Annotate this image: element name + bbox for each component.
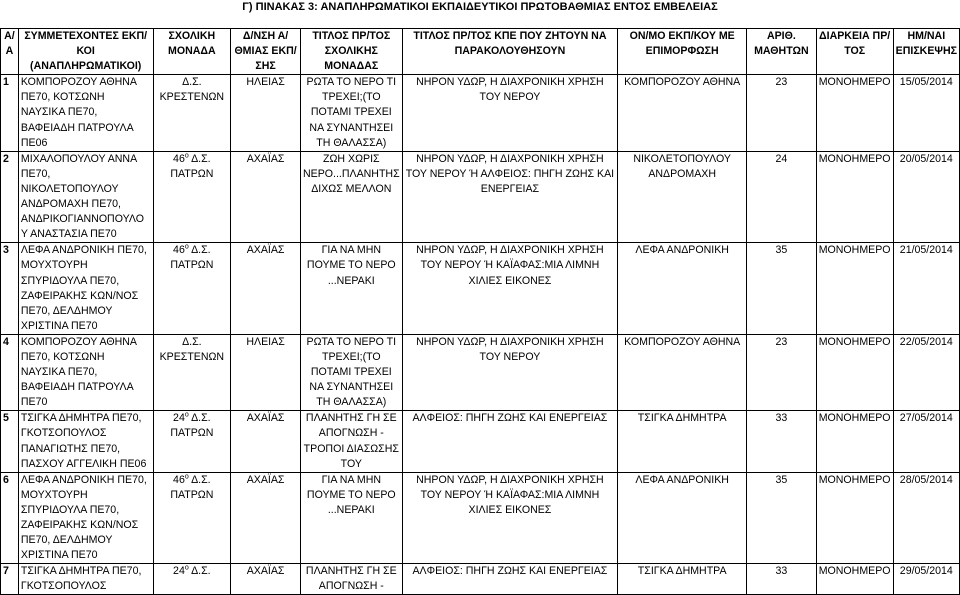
- table-row: [1, 151, 960, 243]
- row-directorate: ΑΧΑΪΑΣ: [231, 472, 301, 564]
- row-num: 3: [1, 243, 19, 335]
- header-teachers: ΣΥΜΜΕΤΕΧΟΝΤΕΣ ΕΚΠ/ΚΟΙ (ΑΝΑΠΛΗΡΩΜΑΤΙΚΟΙ): [18, 29, 153, 75]
- school-name: Δ.Σ.: [191, 565, 211, 578]
- header-kpe-program-title: ΤΙΤΛΟΣ ΠΡ/ΤΟΣ ΚΠΕ ΠΟΥ ΖΗΤΟΥΝ ΝΑ ΠΑΡΑΚΟΛΟΥΘΗΣΟΥΝ: [402, 29, 618, 75]
- row-school-program-title: ΡΩΤΑ ΤΟ ΝΕΡΟ ΤΙ ΤΡΕΧΕΙ;(ΤΟ ΠΟΤΑΜΙ ΤΡΕΧΕΙ ΝΑ ΣΥΝΑΝΤΗΣΕΙ ΤΗ ΘΑΛΑΣΣΑ): [301, 75, 403, 151]
- row-duration: ΜΟΝΟΗΜΕΡΟ: [816, 564, 893, 595]
- row-visit-date: 28/05/2014: [893, 472, 959, 564]
- table-row: [1, 564, 960, 595]
- row-students: 23: [747, 75, 817, 151]
- row-num: 2: [1, 151, 19, 243]
- row-school-program-title: ΓΙΑ ΝΑ ΜΗΝ ΠΟΥΜΕ ΤΟ ΝΕΡΟ ...ΝΕΡΑΚΙ: [301, 243, 403, 335]
- school-number: 24: [173, 565, 185, 578]
- school-number-suffix: ο: [184, 243, 189, 251]
- row-directorate: ΗΛΕΙΑΣ: [231, 334, 301, 410]
- row-num: 7: [1, 564, 19, 595]
- row-duration: ΜΟΝΟΗΜΕΡΟ: [816, 411, 893, 472]
- row-visit-date: 27/05/2014: [893, 411, 959, 472]
- header-visit-date: ΗΜ/ΝΑΙ ΕΠΙΣΚΕΨΗΣ: [893, 29, 959, 75]
- row-school: [153, 243, 231, 335]
- row-kpe-program-title: ΑΛΦΕΙΟΣ: ΠΗΓΗ ΖΩΗΣ ΚΑΙ ΕΝΕΡΓΕΙΑΣ: [402, 411, 618, 472]
- row-teachers: ΤΣΙΓΚΑ ΔΗΜΗΤΡΑ ΠΕ70, ΓΚΟΤΣΟΠΟΥΛΟΣ: [18, 564, 153, 595]
- header-duration: ΔΙΑΡΚΕΙΑ ΠΡ/ΤΟΣ: [816, 29, 893, 75]
- row-school: [153, 472, 231, 564]
- row-kpe-program-title: ΝΗΡΟΝ ΥΔΩΡ, Η ΔΙΑΧΡΟΝΙΚΗ ΧΡΗΣΗ ΤΟΥ ΝΕΡΟΥ: [402, 334, 618, 410]
- row-duration: ΜΟΝΟΗΜΕΡΟ: [816, 151, 893, 243]
- row-school-program-title: ΠΛΑΝΗΤΗΣ ΓΗ ΣΕ ΑΠΟΓΝΩΣΗ - ΤΡΟΠΟΙ ΔΙΑΣΩΣΗΣ ΤΟΥ: [301, 411, 403, 472]
- row-teachers: ΜΙΧΑΛΟΠΟΥΛΟΥ ΑΝΝΑ ΠΕ70, ΝΙΚΟΛΕΤΟΠΟΥΛΟΥ ΑΝΔΡΟΜΑΧΗ ΠΕ70, ΑΝΔΡΙΚΟΓΙΑΝΝΟΠΟΥΛΟΥ ΑΝΑΣΤΑΣΙΑ ΠΕ70: [18, 151, 153, 243]
- row-students: 33: [747, 411, 817, 472]
- school-number-suffix: ο: [184, 473, 189, 481]
- table-row: [1, 411, 960, 472]
- table-header-row: [1, 29, 960, 75]
- row-duration: ΜΟΝΟΗΜΕΡΟ: [816, 334, 893, 410]
- page-title: Γ) ΠΙΝΑΚΑΣ 3: ΑΝΑΠΛΗΡΩΜΑΤΙΚΟΙ ΕΚΠΑΙΔΕΥΤΙΚΟΙ ΠΡΩΤΟΒΑΘΜΙΑΣ ΕΝΤΟΣ ΕΜΒΕΛΕΙΑΣ: [242, 1, 718, 13]
- row-kpe-program-title: ΝΗΡΟΝ ΥΔΩΡ, Η ΔΙΑΧΡΟΝΙΚΗ ΧΡΗΣΗ ΤΟΥ ΝΕΡΟΥ Ή ΚΑΪΑΦΑΣ:ΜΙΑ ΛΙΜΝΗ ΧΙΛΙΕΣ ΕΙΚΟΝΕΣ: [402, 472, 618, 564]
- row-students: 24: [747, 151, 817, 243]
- row-directorate: ΑΧΑΪΑΣ: [231, 243, 301, 335]
- row-kpe-program-title: ΑΛΦΕΙΟΣ: ΠΗΓΗ ΖΩΗΣ ΚΑΙ ΕΝΕΡΓΕΙΑΣ: [402, 564, 618, 595]
- school-number-suffix: ο: [184, 152, 189, 160]
- row-visit-date: 21/05/2014: [893, 243, 959, 335]
- row-directorate: ΗΛΕΙΑΣ: [231, 75, 301, 151]
- row-directorate: ΑΧΑΪΑΣ: [231, 564, 301, 595]
- table-row: [1, 243, 960, 335]
- header-students: ΑΡΙΘ. ΜΑΘΗΤΩΝ: [747, 29, 817, 75]
- row-duration: ΜΟΝΟΗΜΕΡΟ: [816, 75, 893, 151]
- programs-table: [0, 28, 960, 595]
- row-coordinator: ΤΣΙΓΚΑ ΔΗΜΗΤΡΑ: [618, 411, 747, 472]
- row-visit-date: 29/05/2014: [893, 564, 959, 595]
- row-school: [153, 564, 231, 595]
- row-school-program-title: ΓΙΑ ΝΑ ΜΗΝ ΠΟΥΜΕ ΤΟ ΝΕΡΟ ...ΝΕΡΑΚΙ: [301, 472, 403, 564]
- school-number: 46: [173, 152, 185, 165]
- header-school-program-title: ΤΙΤΛΟΣ ΠΡ/ΤΟΣ ΣΧΟΛΙΚΗΣ ΜΟΝΑΔΑΣ: [301, 29, 403, 75]
- table-row: [1, 472, 960, 564]
- row-school-program-title: ΠΛΑΝΗΤΗΣ ΓΗ ΣΕ ΑΠΟΓΝΩΣΗ -: [301, 564, 403, 595]
- row-students: 33: [747, 564, 817, 595]
- row-coordinator: ΤΣΙΓΚΑ ΔΗΜΗΤΡΑ: [618, 564, 747, 595]
- school-number-suffix: ο: [184, 564, 189, 572]
- school-number-suffix: ο: [184, 411, 189, 419]
- school-number: 46: [173, 244, 185, 257]
- row-school: [153, 151, 231, 243]
- row-coordinator: ΝΙΚΟΛΕΤΟΠΟΥΛΟΥ ΑΝΔΡΟΜΑΧΗ: [618, 151, 747, 243]
- school-name: Δ.Σ. ΠΑΤΡΩΝ: [170, 412, 214, 440]
- row-num: 1: [1, 75, 19, 151]
- row-num: 4: [1, 334, 19, 410]
- header-directorate: Δ/ΝΣΗ Α/ΘΜΙΑΣ ΕΚΠ/ΣΗΣ: [231, 29, 301, 75]
- row-visit-date: 22/05/2014: [893, 334, 959, 410]
- school-name: Δ.Σ. ΠΑΤΡΩΝ: [170, 152, 214, 180]
- school-name: Δ.Σ. ΠΑΤΡΩΝ: [170, 473, 214, 501]
- row-school: [153, 411, 231, 472]
- row-students: 35: [747, 472, 817, 564]
- row-kpe-program-title: ΝΗΡΟΝ ΥΔΩΡ, Η ΔΙΑΧΡΟΝΙΚΗ ΧΡΗΣΗ ΤΟΥ ΝΕΡΟΥ: [402, 75, 618, 151]
- school-number: 24: [173, 412, 185, 425]
- row-visit-date: 15/05/2014: [893, 75, 959, 151]
- row-teachers: ΛΕΦΑ ΑΝΔΡΟΝΙΚΗ ΠΕ70, ΜΟΥΧΤΟΥΡΗ ΣΠΥΡΙΔΟΥΛΑ ΠΕ70, ΖΑΦΕΙΡΑΚΗΣ ΚΩΝ/ΝΟΣ ΠΕ70, ΔΕΛΔΗΜΟΥ ΧΡΙΣΤΙΝΑ ΠΕ70: [18, 472, 153, 564]
- row-kpe-program-title: ΝΗΡΟΝ ΥΔΩΡ, Η ΔΙΑΧΡΟΝΙΚΗ ΧΡΗΣΗ ΤΟΥ ΝΕΡΟΥ Ή ΑΛΦΕΙΟΣ: ΠΗΓΗ ΖΩΗΣ ΚΑΙ ΕΝΕΡΓΕΙΑΣ: [402, 151, 618, 243]
- row-kpe-program-title: ΝΗΡΟΝ ΥΔΩΡ, Η ΔΙΑΧΡΟΝΙΚΗ ΧΡΗΣΗ ΤΟΥ ΝΕΡΟΥ Ή ΚΑΪΑΦΑΣ:ΜΙΑ ΛΙΜΝΗ ΧΙΛΙΕΣ ΕΙΚΟΝΕΣ: [402, 243, 618, 335]
- row-coordinator: ΚΟΜΠΟΡΟΖΟΥ ΑΘΗΝΑ: [618, 75, 747, 151]
- table-body: [1, 75, 960, 595]
- row-duration: ΜΟΝΟΗΜΕΡΟ: [816, 472, 893, 564]
- row-students: 35: [747, 243, 817, 335]
- row-school-program-title: ΖΩΗ ΧΩΡΙΣ ΝΕΡΟ...ΠΛΑΝΗΤΗΣ ΔΙΧΩΣ ΜΕΛΛΟΝ: [301, 151, 403, 243]
- row-coordinator: ΛΕΦΑ ΑΝΔΡΟΝΙΚΗ: [618, 472, 747, 564]
- row-school: Δ.Σ. ΚΡΕΣΤΕΝΩΝ: [153, 75, 231, 151]
- header-coordinator: ΟΝ/ΜΟ ΕΚΠ/ΚΟΥ ΜΕ ΕΠΙΜΟΡΦΩΣΗ: [618, 29, 747, 75]
- school-name: Δ.Σ. ΠΑΤΡΩΝ: [170, 244, 214, 272]
- row-students: 23: [747, 334, 817, 410]
- table-row: [1, 334, 960, 410]
- row-teachers: ΤΣΙΓΚΑ ΔΗΜΗΤΡΑ ΠΕ70, ΓΚΟΤΣΟΠΟΥΛΟΣ ΠΑΝΑΓΙΩΤΗΣ ΠΕ70, ΠΑΣΧΟΥ ΑΓΓΕΛΙΚΗ ΠΕ06: [18, 411, 153, 472]
- row-directorate: ΑΧΑΪΑΣ: [231, 151, 301, 243]
- row-duration: ΜΟΝΟΗΜΕΡΟ: [816, 243, 893, 335]
- row-directorate: ΑΧΑΪΑΣ: [231, 411, 301, 472]
- row-coordinator: ΚΟΜΠΟΡΟΖΟΥ ΑΘΗΝΑ: [618, 334, 747, 410]
- row-school-program-title: ΡΩΤΑ ΤΟ ΝΕΡΟ ΤΙ ΤΡΕΧΕΙ;(ΤΟ ΠΟΤΑΜΙ ΤΡΕΧΕΙ ΝΑ ΣΥΝΑΝΤΗΣΕΙ ΤΗ ΘΑΛΑΣΣΑ): [301, 334, 403, 410]
- row-num: 6: [1, 472, 19, 564]
- table-row: [1, 75, 960, 151]
- row-teachers: ΚΟΜΠΟΡΟΖΟΥ ΑΘΗΝΑ ΠΕ70, ΚΟΤΣΩΝΗ ΝΑΥΣΙΚΑ ΠΕ70, ΒΑΦΕΙΑΔΗ ΠΑΤΡΟΥΛΑ ΠΕ06: [18, 75, 153, 151]
- row-teachers: ΚΟΜΠΟΡΟΖΟΥ ΑΘΗΝΑ ΠΕ70, ΚΟΤΣΩΝΗ ΝΑΥΣΙΚΑ ΠΕ70, ΒΑΦΕΙΑΔΗ ΠΑΤΡΟΥΛΑ ΠΕ70: [18, 334, 153, 410]
- row-visit-date: 20/05/2014: [893, 151, 959, 243]
- row-num: 5: [1, 411, 19, 472]
- row-school: Δ.Σ. ΚΡΕΣΤΕΝΩΝ: [153, 334, 231, 410]
- header-num: Α/Α: [1, 29, 19, 75]
- header-school: ΣΧΟΛΙΚΗ ΜΟΝΑΔΑ: [153, 29, 231, 75]
- row-coordinator: ΛΕΦΑ ΑΝΔΡΟΝΙΚΗ: [618, 243, 747, 335]
- school-number: 46: [173, 473, 185, 486]
- row-teachers: ΛΕΦΑ ΑΝΔΡΟΝΙΚΗ ΠΕ70, ΜΟΥΧΤΟΥΡΗ ΣΠΥΡΙΔΟΥΛΑ ΠΕ70, ΖΑΦΕΙΡΑΚΗΣ ΚΩΝ/ΝΟΣ ΠΕ70, ΔΕΛΔΗΜΟΥ ΧΡΙΣΤΙΝΑ ΠΕ70: [18, 243, 153, 335]
